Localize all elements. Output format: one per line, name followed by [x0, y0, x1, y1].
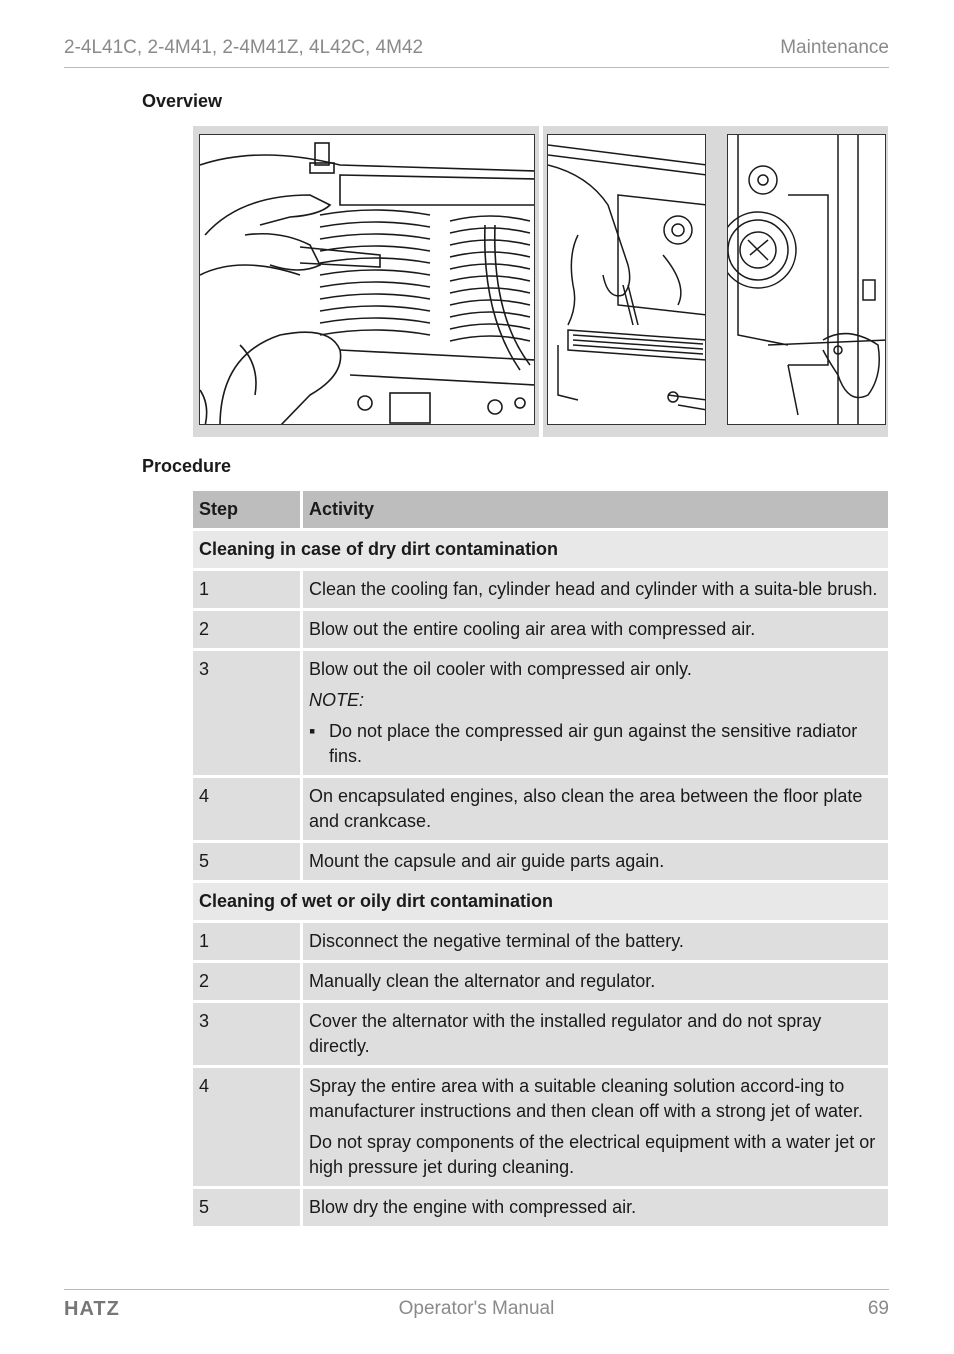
step-activity-warning: Do not spray components of the electrical equipment with a water jet or high pressure jet during cleaning.	[309, 1132, 876, 1177]
step-number: 5	[193, 1189, 303, 1226]
overview-figure	[193, 126, 888, 437]
step-activity: Blow out the oil cooler with compressed air only.	[309, 659, 692, 679]
table-row	[193, 923, 888, 960]
step-activity: Blow out the entire cooling air area with compressed air.	[303, 611, 888, 648]
step-number: 3	[193, 651, 303, 775]
figure-panel-right	[543, 126, 888, 437]
section-title-wet: Cleaning of wet or oily dirt contamination	[193, 883, 888, 920]
table-row	[193, 843, 888, 880]
step-number: 1	[193, 571, 303, 608]
overview-heading: Overview	[142, 91, 223, 111]
table-row	[193, 651, 888, 775]
step-activity: Blow dry the engine with compressed air.	[303, 1189, 888, 1226]
note-label: NOTE:	[309, 690, 365, 710]
page-header	[64, 36, 889, 68]
procedure-heading: Procedure	[142, 456, 232, 476]
step-activity: Spray the entire area with a suitable cleaning solution accord-ing to manufacturer instructions and then clean off with a strong jet of water.	[309, 1076, 863, 1121]
table-row	[193, 1003, 888, 1065]
page-number: 69	[867, 1298, 889, 1319]
bullet-text: Do not place the compressed air gun against the sensitive radiator fins.	[329, 721, 858, 766]
table-row	[193, 963, 888, 1000]
table-header-row	[193, 491, 888, 528]
step-number: 5	[193, 843, 303, 880]
header-activity: Activity	[303, 491, 888, 528]
table-row	[193, 778, 888, 840]
step-activity: Disconnect the negative terminal of the battery.	[303, 923, 888, 960]
step-activity-cell	[303, 1068, 888, 1186]
section-row-dry	[193, 531, 888, 568]
step-activity: On encapsulated engines, also clean the area between the floor plate and crankcase.	[303, 778, 888, 840]
step-number: 2	[193, 963, 303, 1000]
step-number: 4	[193, 1068, 303, 1186]
step-activity: Cover the alternator with the installed regulator and do not spray directly.	[303, 1003, 888, 1065]
section-title-dry: Cleaning in case of dry dirt contamination	[193, 531, 888, 568]
page-footer	[64, 1289, 889, 1329]
alternator-illustration	[727, 134, 886, 425]
footer-title: Operator's Manual	[398, 1298, 555, 1319]
step-activity: Clean the cooling fan, cylinder head and cylinder with a suita-ble brush.	[303, 571, 888, 608]
step-number: 4	[193, 778, 303, 840]
procedure-table	[193, 488, 888, 1229]
header-chapter: Maintenance	[780, 37, 889, 58]
step-number: 1	[193, 923, 303, 960]
header-models: 2-4L41C, 2-4M41, 2-4M41Z, 4L42C, 4M42	[64, 37, 424, 58]
step-activity-cell	[303, 651, 888, 775]
section-row-wet	[193, 883, 888, 920]
header-step: Step	[193, 491, 303, 528]
step-number: 2	[193, 611, 303, 648]
note-bullet	[309, 719, 882, 769]
table-row	[193, 571, 888, 608]
brand-logo: HATZ	[64, 1298, 120, 1320]
cylinder-cleaning-illustration	[199, 134, 535, 425]
step-activity: Mount the capsule and air guide parts again.	[303, 843, 888, 880]
oil-cooler-illustration	[547, 134, 706, 425]
bullet-mark: ▪	[309, 721, 316, 741]
figure-panel-left	[193, 126, 539, 437]
table-row	[193, 611, 888, 648]
step-number: 3	[193, 1003, 303, 1065]
table-row	[193, 1068, 888, 1186]
step-activity: Manually clean the alternator and regulator.	[303, 963, 888, 1000]
table-row	[193, 1189, 888, 1226]
